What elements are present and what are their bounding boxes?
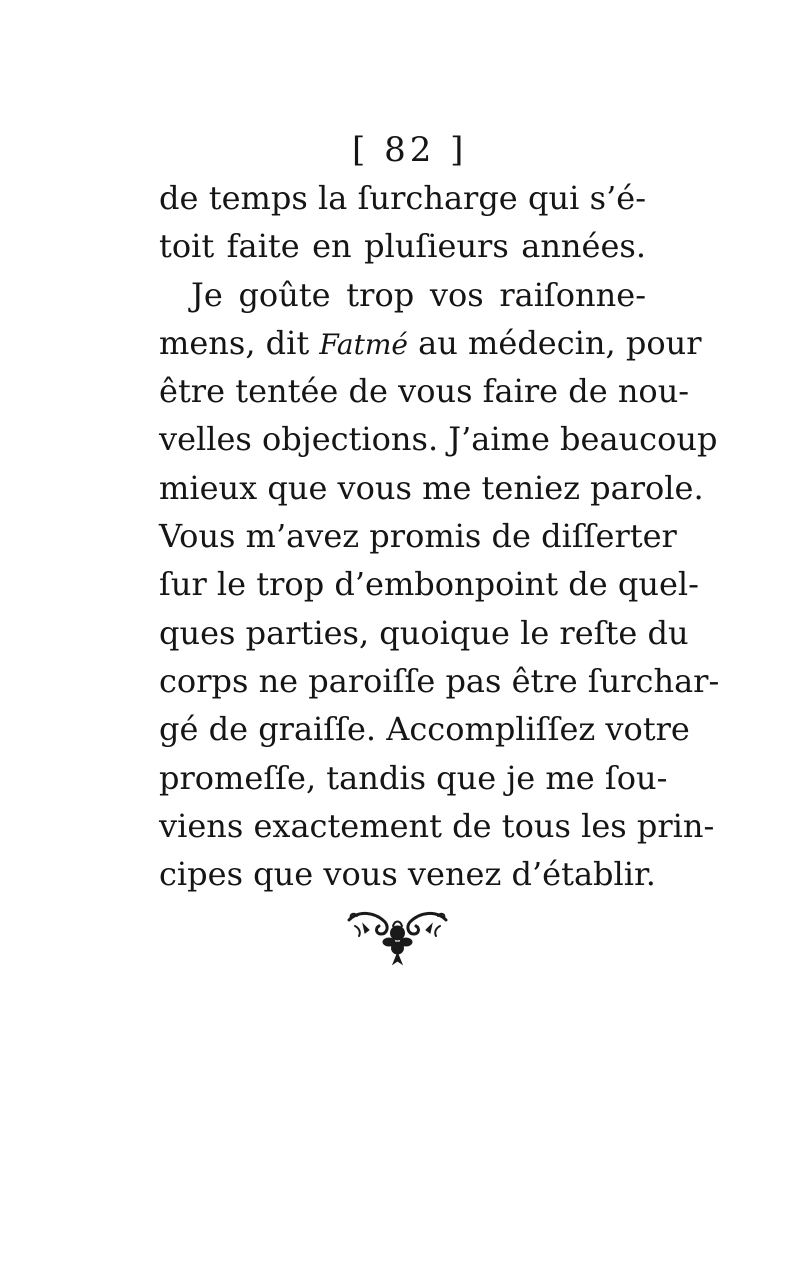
text-line-4 <box>159 319 702 367</box>
text-line-15: cipes que vous venez d’établir. <box>159 855 656 894</box>
text-line-1: de temps la ſurcharge qui s’é- <box>159 179 646 217</box>
text-line-5: être tentée de vous faire de nou- <box>159 372 690 411</box>
body-text <box>159 174 720 898</box>
text-line-11: corps ne paroiſſe pas être ſurchar- <box>159 661 720 700</box>
page-number: [ 82 ] <box>352 130 468 170</box>
text-line-7: mieux que vous me teniez parole. <box>159 468 704 507</box>
text-line-3: Je goûte trop vos raiſonne- <box>191 275 646 314</box>
character-name-fatme: Fatmé <box>319 327 408 361</box>
text-line-10: ques parties, quoique le reſte du <box>159 613 689 652</box>
text-line-14: viens exactement de tous les prin- <box>159 806 715 845</box>
text-line-2: toit faite en pluſieurs années. <box>159 227 646 266</box>
text-line-6: velles objections. J’aime beaucoup <box>159 420 718 459</box>
text-line-8: Vous m’avez promis de diſſerter <box>159 517 677 556</box>
text-line-9: ſur le trop d’embonpoint de quel- <box>159 565 699 604</box>
fleuron-ornament-icon <box>345 906 450 970</box>
text-line-13: promeſſe, tandis que je me ſou- <box>159 758 668 797</box>
text-line-12: gé de graiſſe. Accompliſſez votre <box>159 710 690 749</box>
text-line-4-start: mens, dit <box>159 323 310 362</box>
text-line-4-end: au médecin, pour <box>418 323 702 362</box>
